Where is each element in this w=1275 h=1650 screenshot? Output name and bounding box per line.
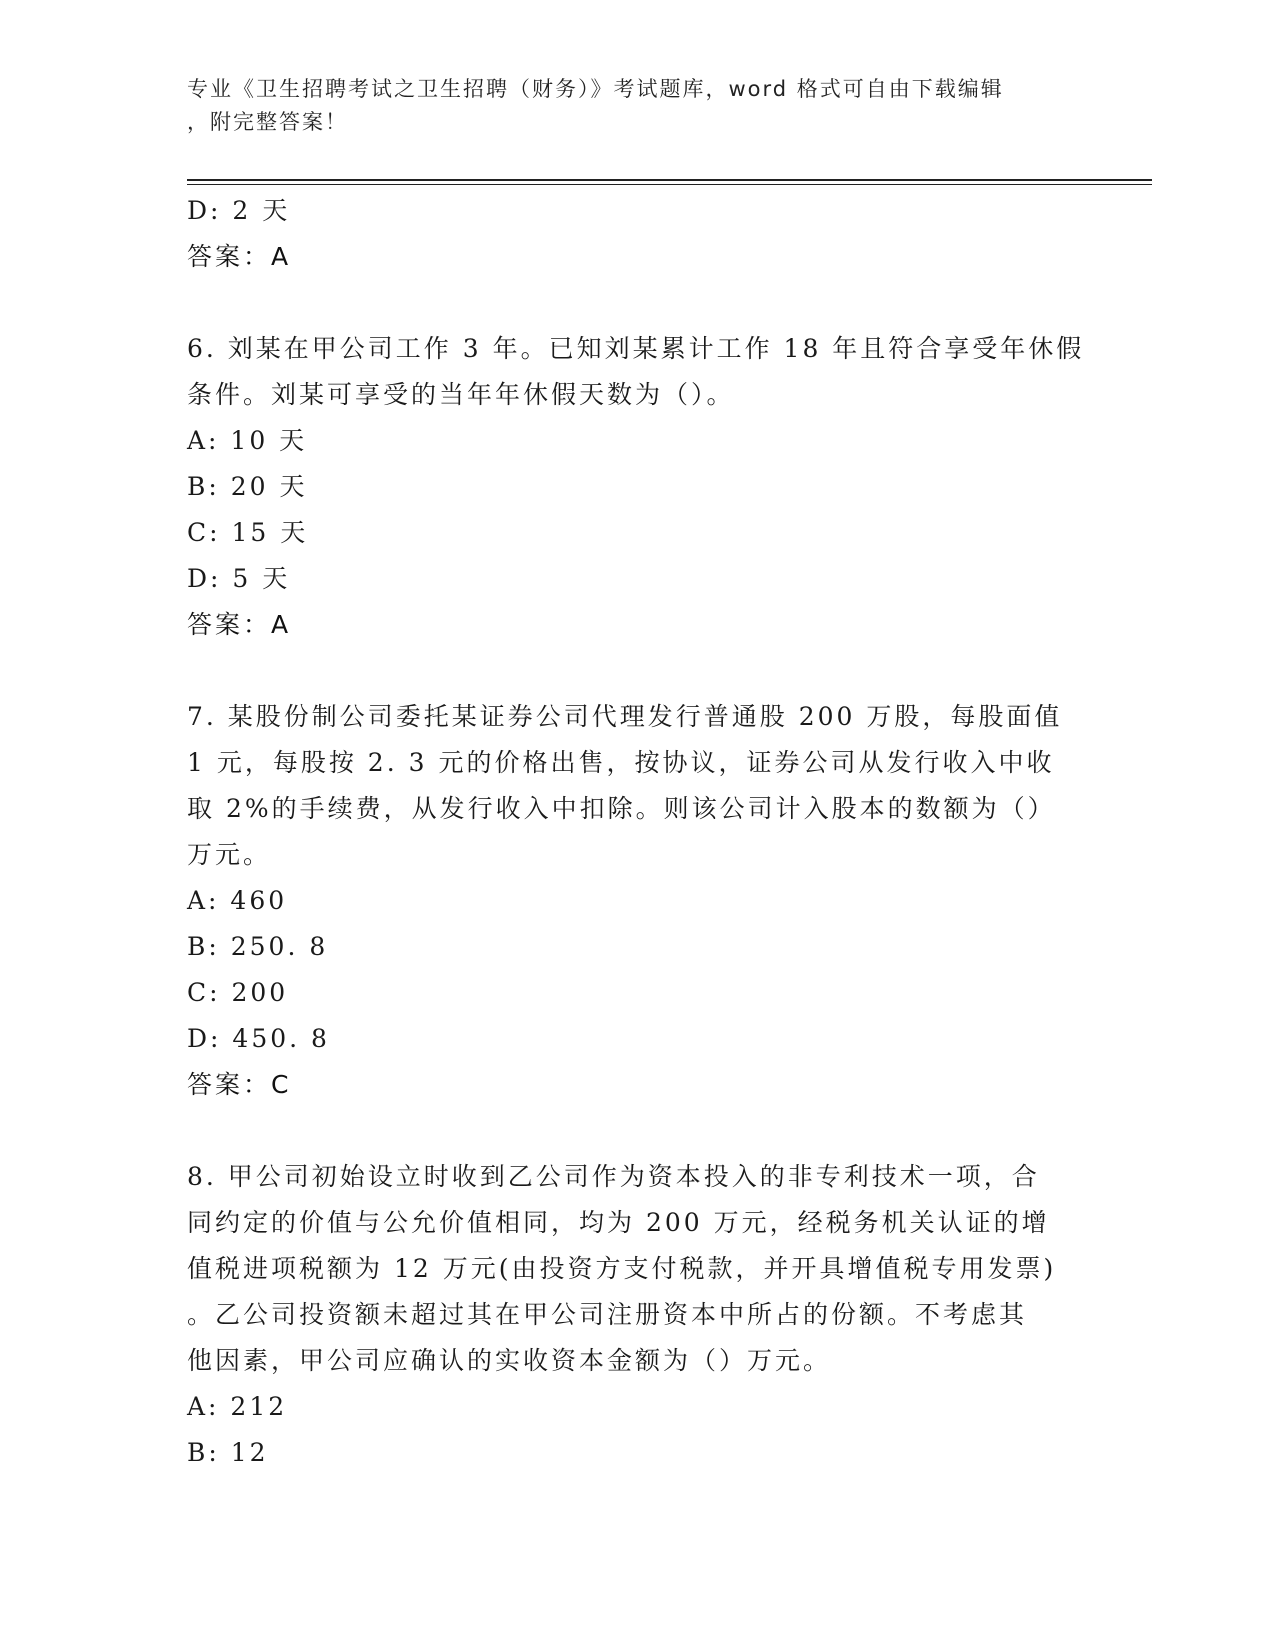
option-d: D: 450. 8 xyxy=(187,1024,330,1053)
question-text-line: 。乙公司投资额未超过其在甲公司注册资本中所占的份额。不考虑其 xyxy=(187,1300,1028,1329)
question-text-line: 值税进项税额为 12 万元(由投资方支付税款，并开具增值税专用发票) xyxy=(187,1254,1057,1283)
spacer xyxy=(187,280,1087,326)
question-text-line: 6. 刘某在甲公司工作 3 年。已知刘某累计工作 18 年且符合享受年休假 xyxy=(187,334,1085,363)
option-b: B: 12 xyxy=(187,1438,269,1467)
spacer xyxy=(187,648,1087,694)
question-text-line: 7. 某股份制公司委托某证券公司代理发行普通股 200 万股，每股面值 xyxy=(187,702,1063,731)
question-text-line: 条件。刘某可享受的当年年休假天数为（）。 xyxy=(187,380,735,409)
header-line-2: ，附完整答案！ xyxy=(187,110,348,134)
option-a: A: 460 xyxy=(187,886,288,915)
question-text-line: 8. 甲公司初始设立时收到乙公司作为资本投入的非专利技术一项，合 xyxy=(187,1162,1040,1191)
option-d: D: 2 天 xyxy=(187,196,291,225)
document-header xyxy=(187,73,1067,139)
document-body xyxy=(187,188,1087,1476)
answer-line: 答案：C xyxy=(187,1070,292,1099)
option-a: A: 10 天 xyxy=(187,426,308,455)
option-a: A: 212 xyxy=(187,1392,288,1421)
header-divider-thick xyxy=(187,179,1152,181)
option-d: D: 5 天 xyxy=(187,564,291,593)
question-text-line: 同约定的价值与公允价值相同，均为 200 万元，经税务机关认证的增 xyxy=(187,1208,1050,1237)
option-b: B: 250. 8 xyxy=(187,932,329,961)
question-text-line: 他因素，甲公司应确认的实收资本金额为（）万元。 xyxy=(187,1346,832,1375)
header-line-1: 专业《卫生招聘考试之卫生招聘（财务）》考试题库，word 格式可自由下载编辑 xyxy=(187,77,1004,101)
question-8 xyxy=(187,1154,1087,1476)
answer-line: 答案：A xyxy=(187,242,292,271)
question-7 xyxy=(187,694,1087,1108)
answer-line: 答案：A xyxy=(187,610,292,639)
option-c: C: 15 天 xyxy=(187,518,309,547)
spacer xyxy=(187,1108,1087,1154)
question-text-line: 1 元，每股按 2. 3 元的价格出售，按协议，证券公司从发行收入中收 xyxy=(187,748,1055,777)
option-c: C: 200 xyxy=(187,978,289,1007)
question-text-line: 万元。 xyxy=(187,840,272,869)
option-b: B: 20 天 xyxy=(187,472,308,501)
header-divider-thin xyxy=(187,184,1152,185)
question-text-line: 取 2%的手续费，从发行收入中扣除。则该公司计入股本的数额为（） xyxy=(187,794,1056,823)
question-6 xyxy=(187,326,1087,648)
